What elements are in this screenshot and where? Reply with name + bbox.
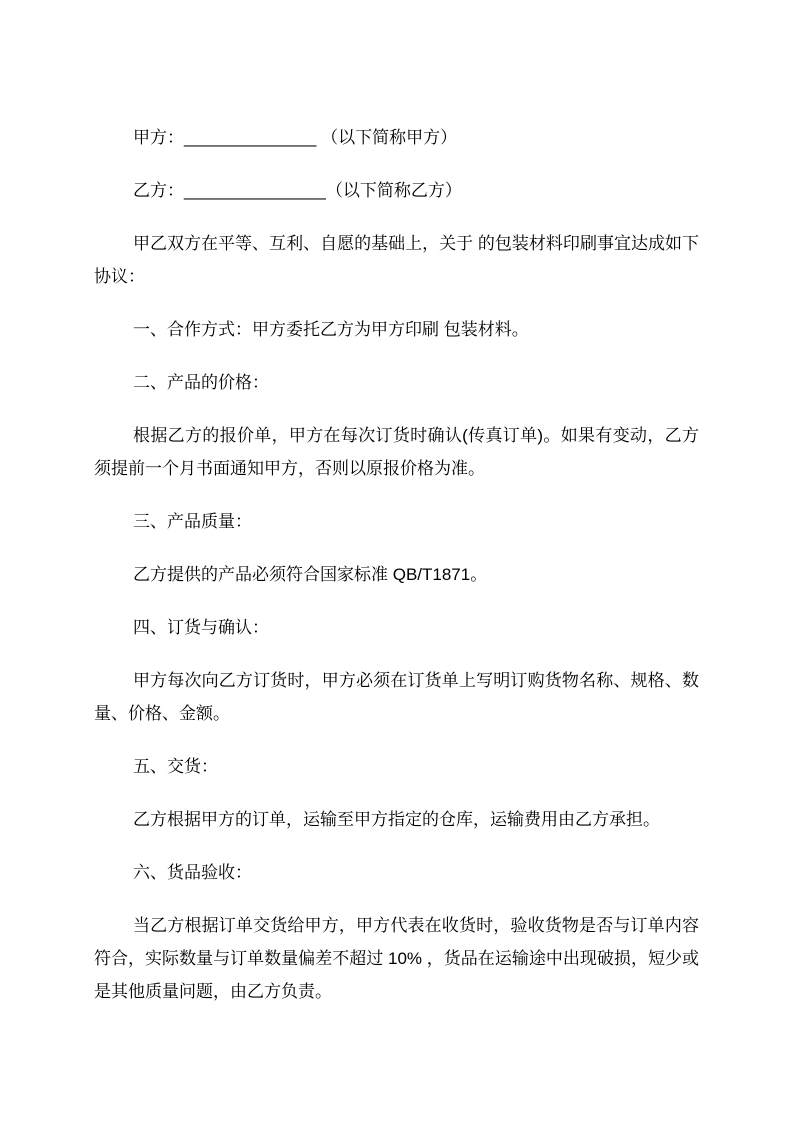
clause-1-cooperation: 一、合作方式：甲方委托乙方为甲方印刷 包装材料。: [133, 320, 529, 339]
clause-5-delivery-heading: 五、交货：: [133, 757, 218, 776]
paragraph-party-a: 甲方：______________ （以下简称甲方）: [133, 128, 458, 147]
clause-3-quality-heading: 三、产品质量：: [133, 512, 252, 531]
clause-2-price-body: 根据乙方的报价单，甲方在每次订货时确认(传真订单)。如果有变动，乙方须提前一个月书面通知甲方，否则以原报价格为准。: [94, 426, 699, 478]
paragraph-preamble: 甲乙双方在平等、互利、自愿的基础上，关于 的包装材料印刷事宜达成如下协议：: [94, 234, 699, 286]
clause-6-acceptance-body: 当乙方根据订单交货给甲方，甲方代表在收货时，验收货物是否与订单内容符合，实际数量与订单数量偏差不超过 10% ，货品在运输途中出现破损，短少或是其他质量问题，由乙方负责。: [94, 916, 699, 1001]
clause-5-delivery-body: 乙方根据甲方的订单，运输至甲方指定的仓库，运输费用由乙方承担。: [133, 810, 660, 829]
clause-6-acceptance-heading: 六、货品验收：: [133, 863, 252, 882]
paragraph-party-b: 乙方：_______________（以下简称乙方）: [133, 181, 462, 200]
clause-4-order-body: 甲方每次向乙方订货时，甲方必须在订货单上写明订购货物名称、规格、数量、价格、金额。: [94, 671, 699, 723]
clause-4-order-heading: 四、订货与确认：: [133, 618, 269, 637]
clause-3-quality-body: 乙方提供的产品必须符合国家标准 QB/T1871。: [133, 565, 488, 584]
clause-2-price-heading: 二、产品的价格：: [133, 373, 269, 392]
